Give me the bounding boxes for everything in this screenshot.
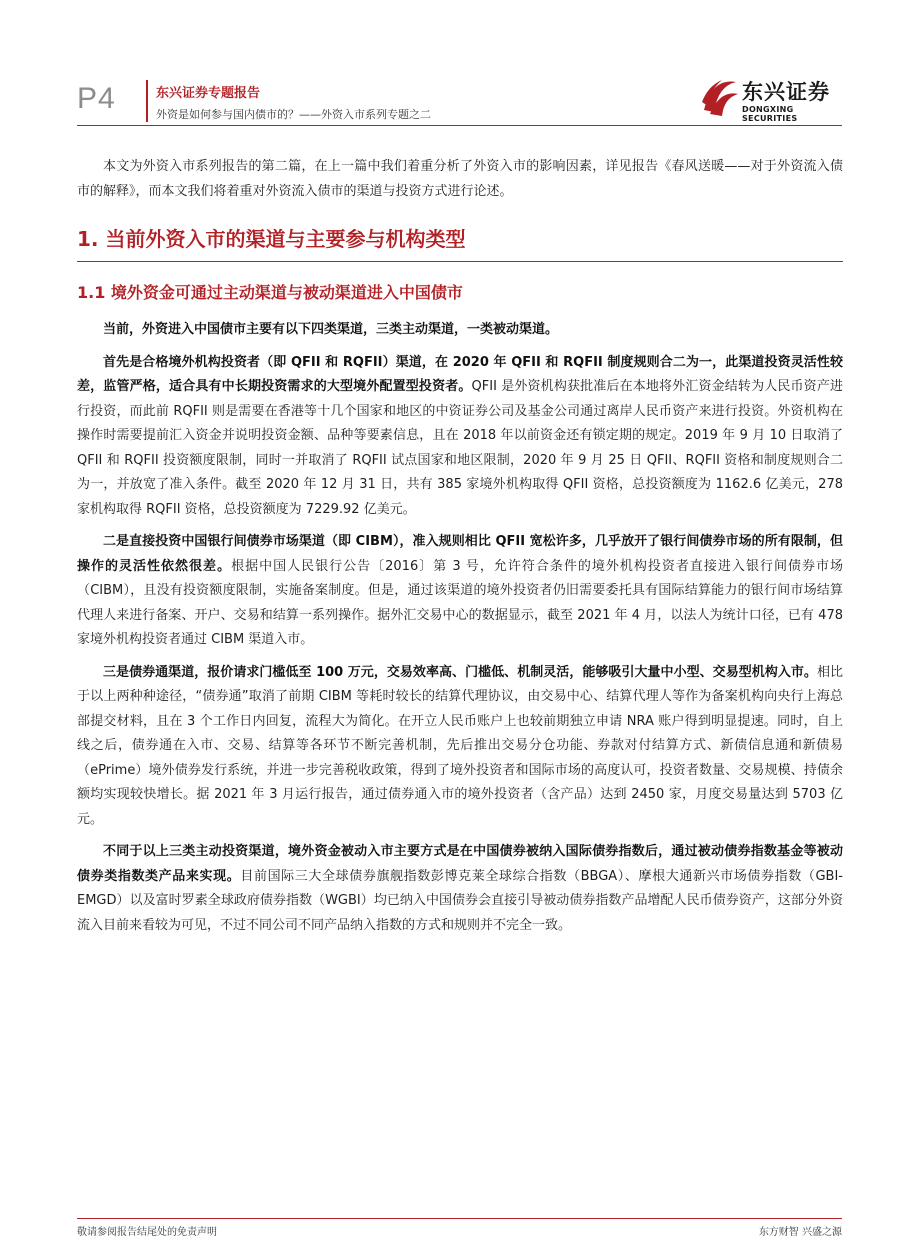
logo-text-en: DONGXING SECURITIES xyxy=(742,105,798,123)
bond-connect-bold: 三是债券通渠道，报价请求门槛低至 100 万元，交易效率高、门槛低、机制灵活，能够吸引大量中小型、交易型机构入市。 xyxy=(103,664,817,680)
footer-disclaimer: 敬请参阅报告结尾处的免责声明 xyxy=(77,1227,217,1238)
report-body xyxy=(77,155,843,938)
footer-rule xyxy=(77,1218,842,1219)
lead-text: 当前，外资进入中国债市主要有以下四类渠道，三类主动渠道，一类被动渠道。 xyxy=(103,322,559,337)
passive-bold: 不同于以上三类主动投资渠道，境外资金被动入市主要方式是在中国债券被纳入国际债券指数后，通过被动债券指数基金等被动债券类指数类产品来实现。 xyxy=(77,844,843,884)
intro-paragraph: 本文为外资入市系列报告的第二篇，在上一篇中我们着重分析了外资入市的影响因素，详见报告《春风送暖——对于外资流入债市的解释》，而本文我们将着重对外资流入债市的渠道与投资方式进行论述。 xyxy=(77,159,843,199)
logo-text-cn: 东兴证券 xyxy=(742,80,830,104)
qfii-text: QFII 是外资机构获批准后在本地将外汇资金结转为人民币资产进行投资，而此前 RQFII 则是需要在香港等十几个国家和地区的中资证券公司及基金公司通过离岸人民币资产来进行投资。外资机构在操作时需要提前汇入资金并说明投资金额、品种等要素信息，且在 2018 年以前资金还有锁定期的规定。2019 年 9 月 10 日取消了 QFII 和 RQFII 投资额度限制，同时一并取消了 RQFII 试点国家和地区限制，2020 年 9 月 25 日 QFII、RQFII 资格和制度规则合二为一，并放宽了准入条件。截至 2020 年 12 月 31 日，共有 385 家境外机构取得 QFII 资格，总投资额度为 1162.6 亿美元，278 家机构取得 RQFII 资格，总投资额度为 7229.92 亿美元。 xyxy=(77,379,843,517)
report-type: 东兴证券专题报告 xyxy=(156,86,261,101)
qfii-bold: 首先是合格境外机构投资者（即 QFII 和 RQFII）渠道，在 2020 年 QFII 和 RQFII 制度规则合二为一，此渠道投资灵活性较差，监管严格，适合具有中长期投资需求的大型境外配置型投资者。 xyxy=(77,354,843,394)
cibm-bold: 二是直接投资中国银行间债券市场渠道（即 CIBM），准入规则相比 QFII 宽松许多，几乎放开了银行间债券市场的所有限制，但操作的灵活性依然很差。 xyxy=(77,534,843,574)
report-subtitle: 外资是如何参与国内债市的？——外资入市系列专题之二 xyxy=(156,108,431,121)
header-divider xyxy=(146,80,148,122)
page-header xyxy=(0,0,920,140)
page-number: P4 xyxy=(77,82,116,115)
bond-connect-paragraph xyxy=(77,661,843,833)
cibm-paragraph xyxy=(77,530,843,653)
qfii-paragraph xyxy=(77,351,843,523)
logo-mark-icon xyxy=(700,72,740,118)
subsection-heading: 1.1 境外资金可通过主动渠道与被动渠道进入中国债市 xyxy=(77,283,463,302)
passive-paragraph xyxy=(77,840,843,938)
header-rule xyxy=(77,125,842,126)
section-heading: 1. 当前外资入市的渠道与主要参与机构类型 xyxy=(77,225,843,262)
company-logo xyxy=(700,72,850,127)
lead-paragraph xyxy=(77,318,843,343)
footer-slogan: 东方财智 兴盛之源 xyxy=(758,1227,842,1238)
bond-connect-text: 相比于以上两种种途径，“债券通”取消了前期 CIBM 等耗时较长的结算代理协议，由交易中心、结算代理人等作为备案机构向央行上海总部提交材料，且在 3 个工作日内回复，流程大为简化。在开立人民币账户上也较前期独立申请 NRA 账户得到明显提速。同时，自上线之后，债券通在入市、交易、结算等各环节不断完善机制，先后推出交易分仓功能、券款对付结算方式、新债信息通和新债易（ePrime）境外债券发行系统，并进一步完善税收政策，得到了境外投资者和国际市场的高度认可，投资者数量、交易规模、持债余额均实现较快增长。据 2021 年 3 月运行报告，通过债券通入市的境外投资者（含产品）达到 2450 家，月度交易量达到 5703 亿元。 xyxy=(77,664,843,827)
cibm-text: 根据中国人民银行公告〔2016〕第 3 号，允许符合条件的境外机构投资者直接进入银行间债券市场（CIBM），且没有投资额度限制，实施备案制度。但是，通过该渠道的境外投资者仍旧需要委托具有国际结算能力的银行间市场结算代理人来进行备案、开户、交易和结算一系列操作。据外汇交易中心的数据显示，截至 2021 年 4 月，以法人为统计口径，已有 478 家境外机构投资者通过 CIBM 渠道入市。 xyxy=(77,558,843,647)
passive-text: 目前国际三大全球债券旗舰指数彭博克莱全球综合指数（BBGA）、摩根大通新兴市场债券指数（GBI-EMGD）以及富时罗素全球政府债券指数（WGBI）均已纳入中国债券会直接引导被动债券指数产品增配人民币债券资产，这部分外资流入目前来看较为可见，不过不同公司不同产品纳入指数的方式和规则并不完全一致。 xyxy=(77,868,843,933)
